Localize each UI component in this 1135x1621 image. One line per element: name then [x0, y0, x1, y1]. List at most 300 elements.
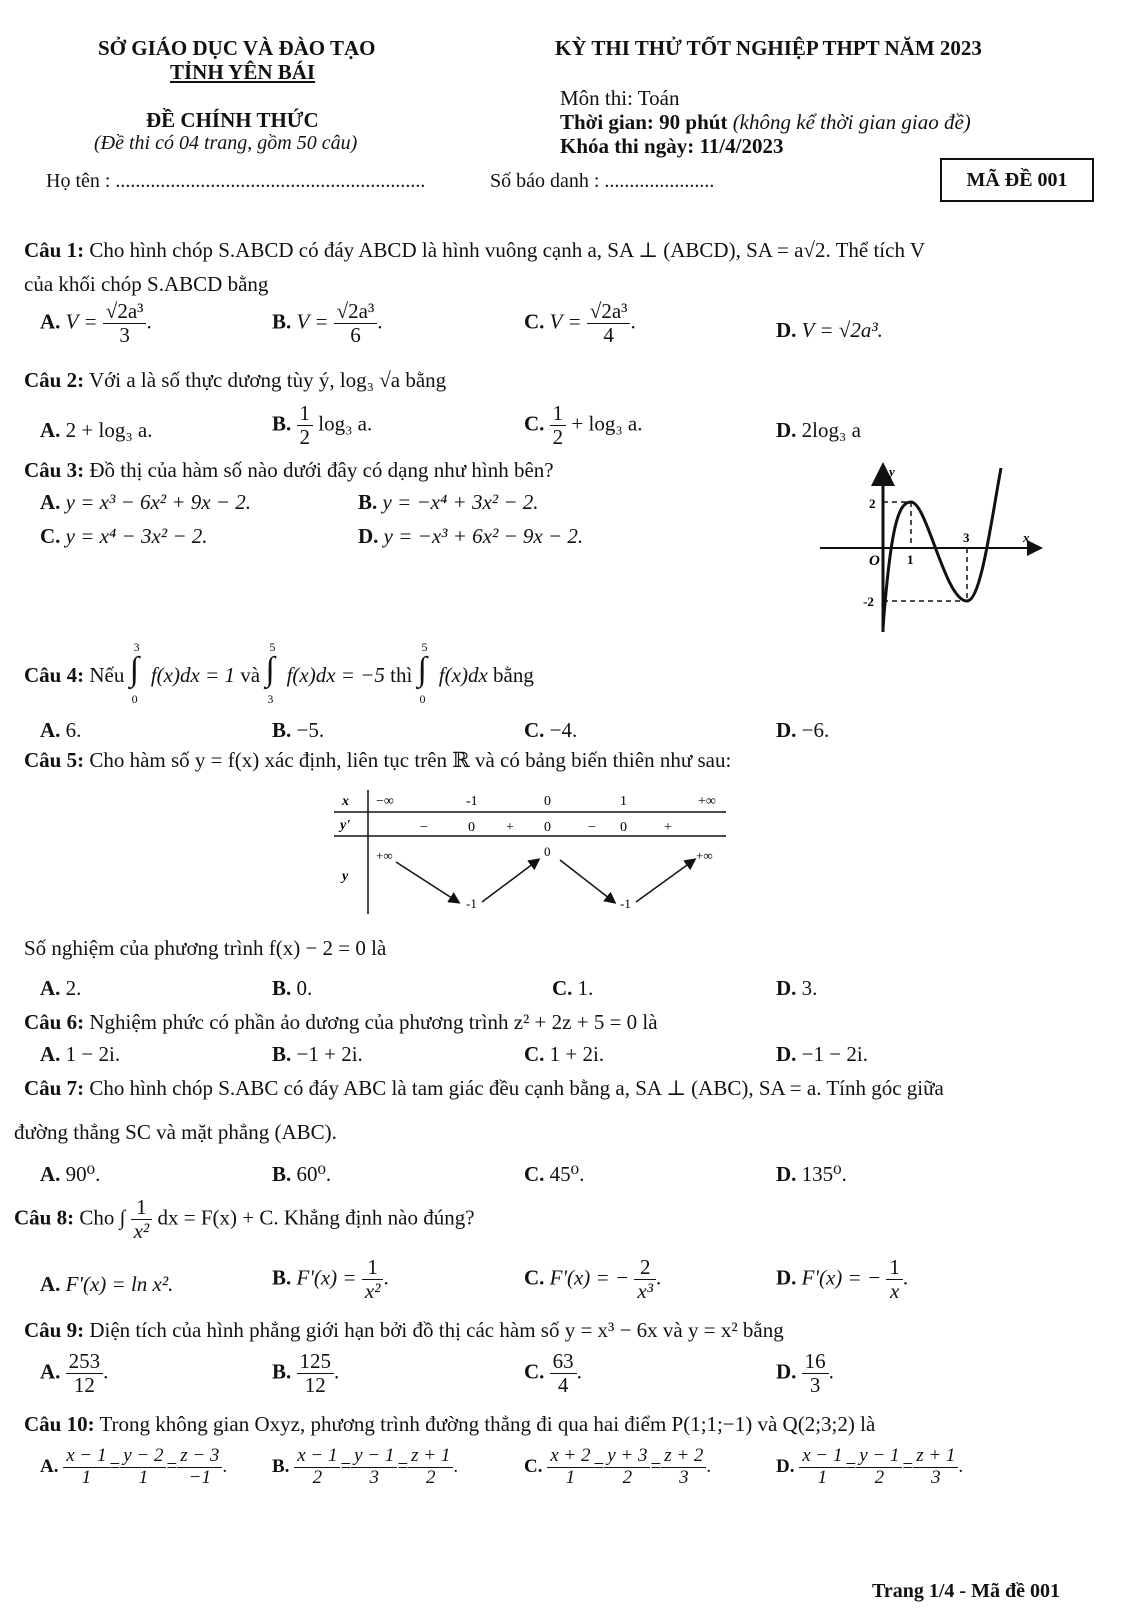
option-suffix: .	[706, 1455, 712, 1477]
option-prefix: F'(x) = −	[801, 1265, 882, 1290]
page-footer: Trang 1/4 - Mã đề 001	[872, 1580, 1060, 1602]
q7-text-line1	[24, 1076, 944, 1101]
option-letter: A.	[40, 309, 61, 334]
province-name: TỈNH YÊN BÁI	[170, 60, 316, 84]
q2-text: Với a là số thực dương tùy ý, log₃ √a bằng	[88, 368, 447, 392]
q6-label: Câu 6:	[24, 1010, 85, 1034]
integral-upper: 3	[133, 640, 140, 654]
q6-option-c[interactable]	[524, 1042, 604, 1067]
q4-and: và	[240, 663, 261, 687]
x-axis-label: x	[1023, 530, 1030, 545]
option-letter: D.	[776, 1042, 797, 1066]
option-letter: A.	[40, 1162, 61, 1186]
option-letter: A.	[40, 1042, 61, 1066]
option-prefix: V =	[549, 309, 582, 334]
option-text: 45⁰.	[549, 1162, 585, 1186]
q1-text-line1	[24, 238, 925, 263]
option-text: 0.	[296, 976, 313, 1000]
option-letter: D.	[776, 1265, 797, 1290]
option-suffix: .	[377, 309, 383, 334]
option-letter: C.	[524, 411, 545, 436]
option-prefix: V =	[296, 309, 329, 334]
option-letter: A.	[40, 1359, 61, 1384]
option-letter: C.	[524, 309, 545, 334]
option-letter: B.	[272, 1455, 290, 1477]
denominator: 4	[603, 323, 614, 348]
option-letter: C.	[524, 1359, 545, 1384]
option-letter: B.	[272, 1265, 292, 1290]
derivative-sign: 0	[468, 820, 475, 835]
q1-label: Câu 1:	[24, 238, 85, 262]
q8-option-d[interactable]	[776, 1256, 908, 1303]
numerator: 2	[634, 1256, 656, 1280]
option-letter: A.	[40, 490, 61, 514]
q5-option-c[interactable]	[552, 976, 593, 1001]
q5-option-b[interactable]	[272, 976, 312, 1001]
option-letter: B.	[272, 718, 292, 742]
option-letter: B.	[358, 490, 378, 514]
numerator: y − 1	[351, 1446, 397, 1468]
numerator: √2a³	[103, 300, 147, 324]
fraction	[856, 1446, 902, 1489]
time-note: (không kể thời gian giao đề)	[732, 110, 971, 134]
denominator: 3	[679, 1466, 689, 1488]
numerator: x − 1	[799, 1446, 845, 1468]
option-text: 1 + 2i.	[549, 1042, 605, 1066]
numerator: y + 3	[604, 1446, 650, 1468]
q9-option-a[interactable]	[40, 1350, 108, 1397]
option-letter: D.	[776, 418, 797, 442]
x-value: +∞	[698, 794, 716, 809]
q3-option-c[interactable]	[40, 524, 208, 549]
department-name: SỞ GIÁO DỤC VÀ ĐÀO TẠO	[98, 36, 376, 60]
q9-option-d[interactable]	[776, 1350, 834, 1397]
numerator: √2a³	[334, 300, 378, 324]
integral-body: f(x)dx	[438, 663, 488, 687]
origin-label: O	[869, 553, 880, 569]
q4-option-d[interactable]	[776, 718, 829, 743]
decreasing-arrow	[396, 862, 458, 902]
option-text: 135⁰.	[801, 1162, 847, 1186]
numerator: x − 1	[294, 1446, 340, 1468]
option-letter: A.	[40, 1272, 61, 1296]
option-letter: D.	[776, 318, 797, 342]
option-letter: C.	[524, 1455, 543, 1477]
numerator: 253	[66, 1350, 104, 1374]
option-letter: D.	[776, 976, 797, 1000]
option-letter: C.	[552, 976, 573, 1000]
fraction	[177, 1446, 222, 1489]
option-letter: C.	[524, 1265, 545, 1290]
exam-title: KỲ THI THỬ TỐT NGHIỆP THPT NĂM 2023	[555, 36, 982, 60]
fraction	[362, 1256, 384, 1303]
q9-text: Diện tích của hình phẳng giới hạn bởi đồ thị các hàm số y = x³ − 6x và y = x² bằng	[89, 1318, 784, 1342]
option-text: 3.	[801, 976, 818, 1000]
fraction	[799, 1446, 845, 1489]
option-text: 60⁰.	[296, 1162, 332, 1186]
q10-option-c[interactable]: C. $\frac{x + 2}{1}$ = $\frac{y + 3}{2}$ = $\frac{z + 2}{3}$ .	[524, 1445, 712, 1488]
derivative-sign: +	[506, 820, 514, 835]
q8-option-c[interactable]	[524, 1256, 661, 1303]
q2-text-line	[24, 368, 446, 393]
integral-glyph: ∫	[417, 651, 427, 688]
pages-note: (Đề thi có 04 trang, gồm 50 câu)	[94, 132, 358, 154]
option-letter: A.	[40, 1455, 59, 1477]
q3-option-d[interactable]	[358, 524, 583, 549]
q9-text-line	[24, 1318, 784, 1343]
fraction	[63, 1446, 109, 1489]
option-text: 1 − 2i.	[65, 1042, 121, 1066]
row-label-yprime: y'	[340, 818, 351, 833]
option-prefix: F'(x) = −	[549, 1265, 630, 1290]
q3-text-line	[24, 458, 554, 483]
q2-option-a[interactable]	[40, 418, 153, 443]
q6-option-d[interactable]	[776, 1042, 868, 1067]
denominator: 3	[931, 1466, 941, 1488]
row-label-x: x	[342, 794, 349, 809]
option-suffix: .	[383, 1265, 389, 1290]
fraction	[120, 1446, 166, 1489]
integral-glyph: ∫	[129, 651, 139, 688]
increasing-arrow	[482, 860, 538, 902]
denominator: 1	[565, 1466, 576, 1488]
q10-text: Trong không gian Oxyz, phương trình đường thẳng đi qua hai điểm P(1;1;−1) và Q(2;3;2) là	[99, 1412, 876, 1436]
q10-label: Câu 10:	[24, 1412, 95, 1436]
option-letter: C.	[524, 1162, 545, 1186]
denominator: x²	[364, 1279, 381, 1304]
q5-text-line	[24, 748, 731, 773]
q8-option-a[interactable]	[40, 1272, 173, 1297]
option-prefix: V =	[65, 309, 98, 334]
option-suffix: .	[902, 1265, 909, 1290]
denominator: 2	[552, 425, 564, 450]
option-prefix: F'(x) =	[296, 1265, 357, 1290]
fraction	[604, 1446, 650, 1489]
q8-option-b[interactable]	[272, 1256, 389, 1303]
fraction	[131, 1196, 153, 1243]
q4-then: thì	[390, 663, 413, 687]
integral-lower: 3	[267, 692, 274, 706]
q5-option-a[interactable]	[40, 976, 81, 1001]
variation-table	[330, 788, 730, 916]
fraction	[913, 1446, 958, 1489]
decreasing-arrow	[560, 860, 614, 902]
option-suffix: .	[146, 309, 152, 334]
q7-text-line2: đường thẳng SC và mặt phẳng (ABC).	[14, 1120, 337, 1144]
q5-label: Câu 5:	[24, 748, 85, 772]
y-value: +∞	[696, 848, 713, 863]
q8-label: Câu 8:	[14, 1205, 75, 1230]
option-text: V = √2a³.	[801, 318, 883, 342]
option-text: −1 − 2i.	[801, 1042, 868, 1066]
option-suffix: + log₃ a.	[571, 411, 643, 436]
option-suffix: .	[103, 1359, 109, 1384]
option-letter: D.	[776, 1162, 797, 1186]
option-letter: B.	[272, 1359, 292, 1384]
q8-text-pre: Cho ∫	[79, 1205, 126, 1230]
fraction	[661, 1446, 706, 1489]
option-letter: B.	[272, 1162, 292, 1186]
q3-option-a[interactable]	[40, 490, 251, 515]
numerator: 1	[886, 1256, 903, 1280]
fraction	[408, 1446, 453, 1489]
q4-text-line	[24, 640, 534, 712]
integral-sign	[265, 640, 281, 706]
derivative-sign: +	[664, 820, 672, 835]
q4-option-b[interactable]	[272, 718, 324, 743]
numerator: 125	[297, 1350, 335, 1374]
fraction	[297, 402, 314, 449]
denominator: 1	[81, 1466, 92, 1488]
numerator: y − 2	[120, 1446, 166, 1468]
row-label-y: y	[342, 869, 349, 884]
option-letter: B.	[272, 411, 292, 436]
exam-date: Khóa thi ngày: 11/4/2023	[560, 134, 784, 158]
option-suffix: .	[656, 1265, 662, 1290]
derivative-sign: −	[588, 820, 596, 835]
q2-option-c[interactable]	[524, 402, 643, 449]
denominator: x²	[133, 1219, 150, 1244]
q1-option-d[interactable]	[776, 318, 883, 343]
option-text: y = x⁴ − 3x² − 2.	[65, 524, 208, 548]
q2-option-d[interactable]	[776, 418, 861, 443]
tick-label-neg2: -2	[863, 594, 874, 609]
denominator: 2	[426, 1466, 436, 1488]
x-value: −∞	[376, 794, 394, 809]
subject-line: Môn thi: Toán	[560, 86, 680, 110]
q10-option-a[interactable]: A. $\frac{x - 1}{1}$ = $\frac{y - 2}{1}$ = $\frac{z - 3}{-1}$ .	[40, 1445, 228, 1488]
numerator: z + 1	[913, 1446, 958, 1468]
option-suffix: log₃ a.	[318, 411, 373, 436]
denominator: 4	[557, 1373, 569, 1398]
option-letter: B.	[272, 1042, 292, 1066]
denominator: 2	[299, 425, 311, 450]
q4-option-c[interactable]	[524, 718, 577, 743]
option-text: 2log₃ a	[801, 418, 861, 442]
integral-sign	[417, 640, 434, 706]
denominator: 6	[350, 323, 361, 348]
x-value: 1	[620, 794, 627, 809]
numerator: √2a³	[587, 300, 631, 324]
q4-end: bằng	[493, 663, 534, 687]
denominator: 3	[369, 1466, 380, 1488]
fraction	[297, 1350, 335, 1397]
option-letter: D.	[776, 718, 797, 742]
option-letter: D.	[776, 1359, 797, 1384]
y-value: -1	[620, 896, 631, 911]
tick-label-2: 2	[869, 496, 876, 511]
option-text: y = −x³ + 6x² − 9x − 2.	[383, 524, 584, 548]
fraction	[550, 1350, 577, 1397]
denominator: 2	[874, 1466, 885, 1488]
integral-glyph: ∫	[265, 651, 275, 688]
q4-option-a[interactable]	[40, 718, 81, 743]
denominator: 3	[119, 323, 130, 348]
option-letter: A.	[40, 718, 61, 742]
denominator: 2	[312, 1466, 323, 1488]
denominator: 12	[73, 1373, 95, 1398]
exam-code-box	[940, 158, 1094, 202]
numerator: z − 3	[177, 1446, 222, 1468]
tick-label-3: 3	[963, 530, 970, 545]
integral-sign	[129, 640, 146, 706]
official-label: ĐỀ CHÍNH THỨC	[146, 108, 319, 132]
numerator: x − 1	[63, 1446, 109, 1468]
integral-body: f(x)dx = −5	[286, 663, 385, 687]
option-text: −1 + 2i.	[296, 1042, 363, 1066]
option-letter: D.	[776, 1455, 795, 1477]
y-value: -1	[466, 896, 477, 911]
numerator: z + 1	[408, 1446, 453, 1468]
q4-label: Câu 4:	[24, 663, 85, 687]
q3-graph	[815, 462, 1045, 634]
denominator: x³	[637, 1279, 654, 1304]
q9-option-c[interactable]	[524, 1350, 582, 1397]
x-value: 0	[544, 794, 551, 809]
q9-option-b[interactable]	[272, 1350, 339, 1397]
option-text: 2.	[65, 976, 82, 1000]
option-text: y = −x⁴ + 3x² − 2.	[382, 490, 539, 514]
numerator: 1	[131, 1196, 153, 1220]
option-suffix: .	[828, 1359, 834, 1384]
q7-option-c[interactable]	[524, 1162, 584, 1187]
fraction	[103, 300, 147, 347]
option-text: 1.	[577, 976, 594, 1000]
q1-option-b[interactable]	[272, 300, 383, 347]
option-suffix: .	[334, 1359, 340, 1384]
q8-text-line	[14, 1196, 475, 1243]
time-line	[560, 110, 971, 135]
denominator: 1	[817, 1466, 828, 1488]
denominator: 12	[304, 1373, 326, 1398]
y-value: 0	[544, 844, 551, 859]
x-value: -1	[466, 794, 478, 809]
q2-option-b[interactable]	[272, 402, 372, 449]
q7-option-a[interactable]	[40, 1162, 100, 1187]
q1-option-a[interactable]	[40, 300, 152, 347]
numerator: y − 1	[856, 1446, 902, 1468]
option-text: F'(x) = ln x².	[65, 1272, 174, 1296]
fraction	[634, 1256, 656, 1303]
numerator: 1	[362, 1256, 384, 1280]
fraction	[547, 1446, 593, 1489]
denominator: 1	[138, 1466, 149, 1488]
integral-upper: 5	[269, 640, 276, 654]
integral-lower: 0	[131, 692, 138, 706]
option-text: 2 + log₃ a.	[65, 418, 153, 442]
integral-lower: 0	[419, 692, 426, 706]
q3-option-b[interactable]	[358, 490, 539, 515]
option-text: −4.	[549, 718, 578, 742]
id-field[interactable]: Số báo danh : ......................	[490, 170, 715, 192]
option-letter: C.	[524, 718, 545, 742]
y-value: +∞	[376, 848, 393, 863]
q6-option-a[interactable]	[40, 1042, 120, 1067]
denominator: x	[889, 1279, 900, 1304]
option-suffix: .	[222, 1455, 228, 1477]
fraction	[550, 402, 567, 449]
option-suffix: .	[576, 1359, 582, 1384]
q9-label: Câu 9:	[24, 1318, 85, 1342]
option-text: −6.	[801, 718, 830, 742]
fraction	[334, 300, 378, 347]
option-letter: A.	[40, 976, 61, 1000]
y-axis-label: y	[889, 464, 895, 479]
denominator: −1	[188, 1466, 211, 1488]
denominator: 2	[622, 1466, 633, 1488]
option-letter: B.	[272, 976, 292, 1000]
q5-option-d[interactable]	[776, 976, 817, 1001]
fraction	[294, 1446, 340, 1489]
option-letter: C.	[524, 1042, 545, 1066]
numerator: 63	[550, 1350, 577, 1374]
derivative-sign: −	[420, 820, 428, 835]
fraction	[886, 1256, 903, 1303]
time-label: Thời gian: 90 phút	[560, 110, 728, 134]
numerator: x + 2	[547, 1446, 593, 1468]
numerator: 16	[802, 1350, 829, 1374]
q7-text: Cho hình chóp S.ABC có đáy ABC là tam giác đều cạnh bằng a, SA ⊥ (ABC), SA = a. Tính góc giữa	[89, 1076, 944, 1100]
integral-body: f(x)dx = 1	[150, 663, 235, 687]
increasing-arrow	[636, 860, 694, 902]
q7-label: Câu 7:	[24, 1076, 85, 1100]
numerator: z + 2	[661, 1446, 706, 1468]
q10-option-d[interactable]: D. $\frac{x - 1}{1}$ = $\frac{y - 1}{2}$ = $\frac{z + 1}{3}$ .	[776, 1445, 964, 1488]
option-text: −5.	[296, 718, 325, 742]
derivative-sign: 0	[620, 820, 627, 835]
q3-label: Câu 3:	[24, 458, 85, 482]
fraction	[802, 1350, 829, 1397]
option-text: 6.	[65, 718, 82, 742]
q1-option-c[interactable]	[524, 300, 636, 347]
q1-text-line2: của khối chóp S.ABCD bằng	[24, 272, 269, 296]
q8-text-post: dx = F(x) + C. Khẳng định nào đúng?	[157, 1205, 475, 1230]
tick-label-1: 1	[907, 552, 914, 567]
option-text: 90⁰.	[65, 1162, 101, 1186]
q1-text: Cho hình chóp S.ABCD có đáy ABCD là hình vuông cạnh a, SA ⊥ (ABCD), SA = a√2. Thể tích V	[89, 238, 925, 262]
option-letter: A.	[40, 418, 61, 442]
option-letter: C.	[40, 524, 61, 548]
derivative-sign: 0	[544, 820, 551, 835]
option-letter: B.	[272, 309, 292, 334]
option-suffix: .	[958, 1455, 964, 1477]
option-suffix: .	[453, 1455, 459, 1477]
name-field[interactable]: Họ tên : ..............................................................	[46, 170, 426, 192]
option-suffix: .	[630, 309, 636, 334]
fraction	[66, 1350, 104, 1397]
q3-text: Đồ thị của hàm số nào dưới đây có dạng như hình bên?	[89, 458, 554, 482]
q6-text-line	[24, 1010, 658, 1035]
fraction	[351, 1446, 397, 1489]
numerator: 1	[297, 402, 314, 426]
q5-question: Số nghiệm của phương trình f(x) − 2 = 0 là	[24, 936, 387, 960]
option-text: y = x³ − 6x² + 9x − 2.	[65, 490, 251, 514]
q5-text: Cho hàm số y = f(x) xác định, liên tục trên ℝ và có bảng biến thiên như sau:	[89, 748, 732, 772]
q6-text: Nghiệm phức có phần ảo dương của phương trình z² + 2z + 5 = 0 là	[89, 1010, 658, 1034]
q7-option-b[interactable]	[272, 1162, 331, 1187]
denominator: 3	[809, 1373, 821, 1398]
option-letter: D.	[358, 524, 379, 548]
fraction	[587, 300, 631, 347]
q6-option-b[interactable]	[272, 1042, 363, 1067]
q10-text-line	[24, 1412, 875, 1437]
q2-label: Câu 2:	[24, 368, 85, 392]
numerator: 1	[550, 402, 567, 426]
q10-option-b[interactable]: B. $\frac{x - 1}{2}$ = $\frac{y - 1}{3}$ = $\frac{z + 1}{2}$ .	[272, 1445, 459, 1488]
q4-text-pre: Nếu	[89, 663, 125, 687]
q7-option-d[interactable]	[776, 1162, 847, 1187]
integral-upper: 5	[421, 640, 428, 654]
